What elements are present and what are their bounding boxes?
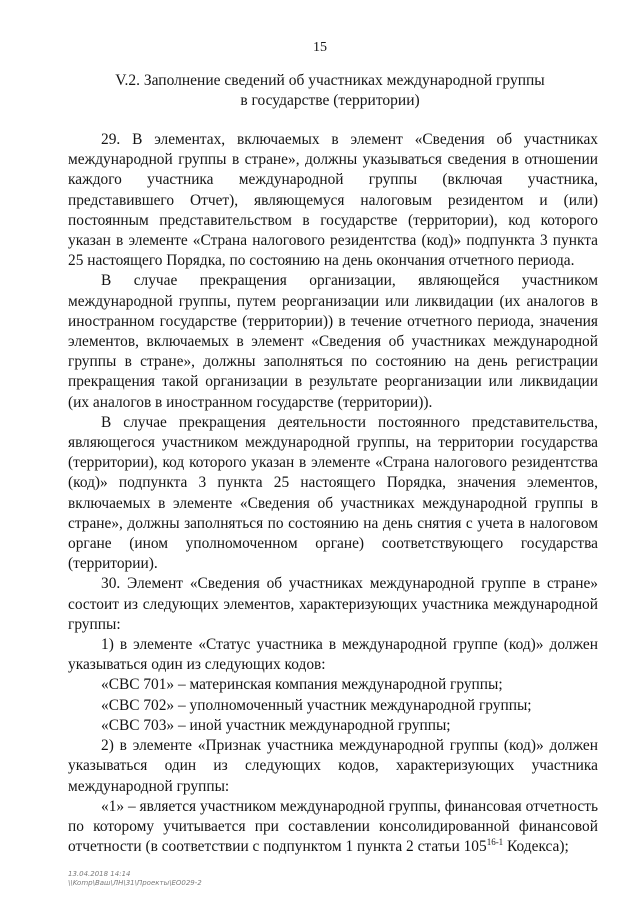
paragraph: В случае прекращения организации, являющейся участником международной группы, путем реорганизации или ликвидации (их аналогов в иностранном государстве (территории)) в течение отчетного периода, значения элементов, включаемых в элемент «Сведения об участниках международной группы в стране», должны заполняться по состоянию на день регистрации прекращения такой организации в результате реорганизации или ликвидации (их аналогов в иностранном государстве (территории)). — [68, 272, 598, 411]
paragraph: 30. Элемент «Сведения об участниках международной группе в стране» состоит из следующих элементов, характеризующих участника международной группы: — [68, 575, 598, 633]
footer-timestamp: 13.04.2018 14:14 — [68, 870, 131, 878]
footer-stamp — [68, 870, 202, 888]
paragraph: 2) в элементе «Признак участника международной группы (код)» должен указываться один из следующих кодов, характеризующих участника международной группы: — [68, 737, 598, 795]
section-title-line-1: V.2. Заполнение сведений об участниках международной группы — [115, 72, 545, 89]
footer-path: \\Komp\Ваш\ЛН\31\Проекты\ЕО029-2 — [68, 879, 202, 887]
list-item: «CBC 701» – материнская компания международной группы; — [101, 676, 503, 694]
paragraph: 1) в элементе «Статус участника в международной группе (код)» должен указываться один из следующих кодов: — [68, 636, 598, 674]
document-body — [68, 130, 598, 857]
paragraph: 29. В элементах, включаемых в элемент «Сведения об участниках международной группы в стране», должны указываться сведения в отношении каждого участника международной группы (включая участника, представившего Отчет), являющемуся налоговым резидентом и (или) постоянным представительством в государстве (территории), код которого указан в элементе «Страна налогового резидентства (код)» подпункта 3 пункта 25 настоящего Порядка, по состоянию на день окончания отчетного периода. — [68, 131, 598, 270]
page-number: 15 — [313, 40, 327, 55]
paragraph-text: «1» – является участником международной группы, финансовая отчетность по которому учитывается при составлении консолидированной финансовой отчетности (в соответствии с подпунктом 1 пункта 2 статьи 105 — [68, 797, 598, 856]
section-title-line-2: в государстве (территории) — [240, 92, 420, 109]
paragraph-text-end: Кодекса); — [503, 838, 569, 856]
list-item: «CBC 702» – уполномоченный участник международной группы; — [101, 696, 532, 714]
list-item: «CBC 703» – иной участник международной группы; — [101, 716, 451, 734]
superscript: 16-1 — [486, 836, 504, 847]
paragraph: В случае прекращения деятельности постоянного представительства, являющегося участником международной группы, на территории государства (территории), код которого указан в элементе «Страна налогового резидентства (код)» подпункта 3 пункта 25 настоящего Порядка, значения элементов, включаемых в элементе «Сведения об участниках международной группы в стране», должны заполняться по состоянию на день снятия с учета в налоговом органе (ином уполномоченном органе) соответствующего государства (территории). — [68, 413, 598, 573]
section-title — [60, 71, 600, 111]
paragraph-last — [68, 797, 598, 858]
